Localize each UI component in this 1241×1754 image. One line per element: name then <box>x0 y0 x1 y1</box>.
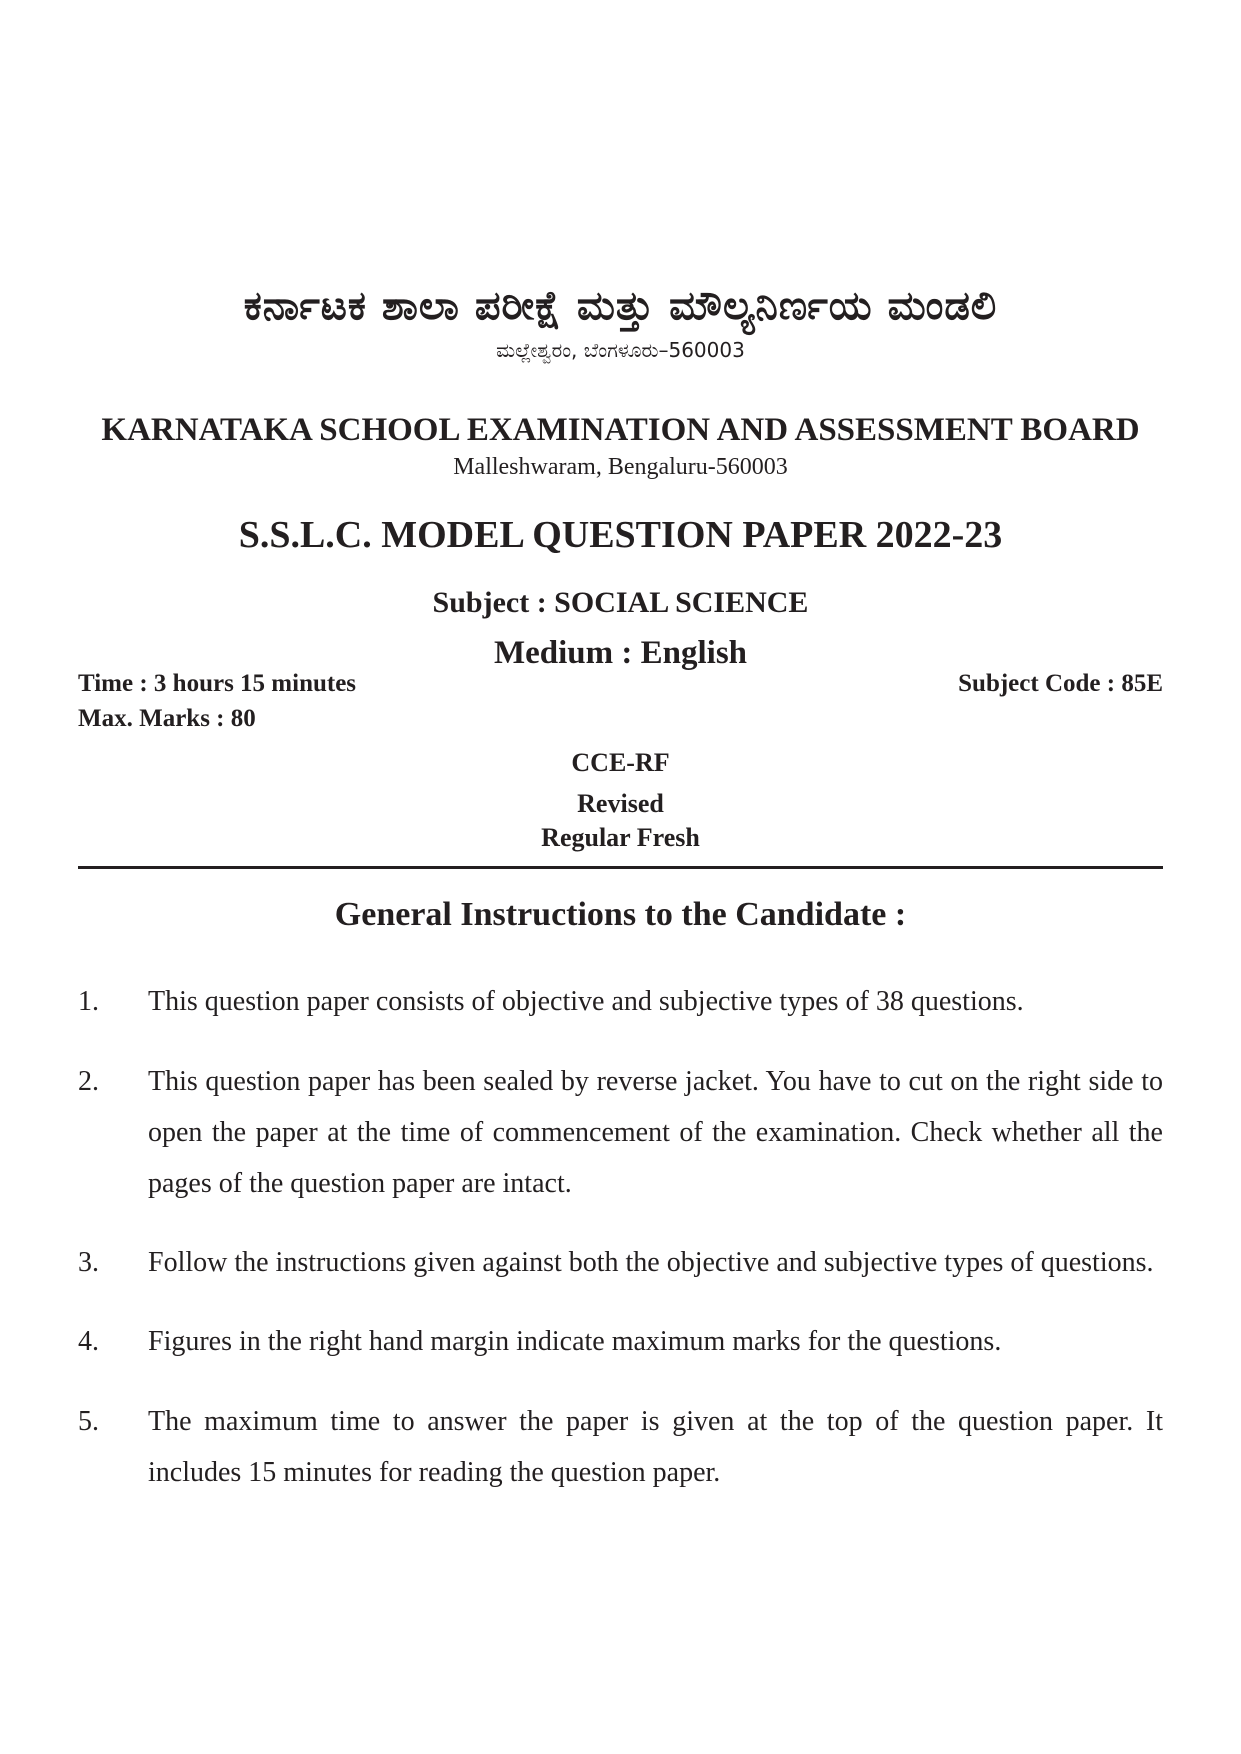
subject-code: Subject Code : 85E <box>958 670 1163 697</box>
revised-label: Revised <box>577 789 664 818</box>
instruction-text: Follow the instructions given against both the objective and subjective types of questions. <box>148 1247 1154 1278</box>
instruction-number: 3. <box>78 1247 99 1278</box>
board-address: Malleshwaram, Bengaluru-560003 <box>453 454 788 480</box>
instructions-list <box>78 976 1163 1498</box>
instruction-text: The maximum time to answer the paper is given at the top of the question paper. It includes 15 minutes for reading the question paper. <box>148 1406 1163 1488</box>
paper-title: S.S.L.C. MODEL QUESTION PAPER 2022-23 <box>238 514 1003 556</box>
instructions-heading: General Instructions to the Candidate : <box>334 896 907 933</box>
board-title: KARNATAKA SCHOOL EXAMINATION AND ASSESSMENT BOARD <box>101 412 1140 448</box>
instruction-item <box>78 1237 1163 1288</box>
instruction-text: This question paper consists of objective and subjective types of 38 questions. <box>148 986 1024 1017</box>
instruction-number: 1. <box>78 986 99 1017</box>
instruction-number: 5. <box>78 1406 99 1437</box>
regular-fresh-label: Regular Fresh <box>541 823 700 852</box>
instruction-text: This question paper has been sealed by reverse jacket. You have to cut on the right side to open the paper at the time of commencement of the examination. Check whether all the pages of the question paper are intact. <box>148 1066 1163 1199</box>
instruction-number: 2. <box>78 1066 99 1097</box>
instruction-text: Figures in the right hand margin indicate maximum marks for the questions. <box>148 1326 1002 1357</box>
subject-line: Subject : SOCIAL SCIENCE <box>432 586 809 619</box>
header-divider <box>78 866 1163 869</box>
max-marks: Max. Marks : 80 <box>78 705 256 732</box>
time-allowed: Time : 3 hours 15 minutes <box>78 670 357 697</box>
instruction-item <box>78 976 1163 1027</box>
instruction-number: 4. <box>78 1326 99 1357</box>
kannada-board-title: ಕರ್ನಾಟಕ ಶಾಲಾ ಪರೀಕ್ಷೆ ಮತ್ತು ಮೌಲ್ಯನಿರ್ಣಯ ಮಂಡಲಿ <box>243 283 998 329</box>
scheme-code: CCE-RF <box>571 748 670 777</box>
kannada-board-address: ಮಲ್ಲೇಶ್ವರಂ, ಬೆಂಗಳೂರು–560003 <box>496 338 745 362</box>
medium-line: Medium : English <box>493 635 748 671</box>
instruction-item <box>78 1056 1163 1209</box>
instruction-item <box>78 1316 1163 1367</box>
instruction-item <box>78 1396 1163 1498</box>
